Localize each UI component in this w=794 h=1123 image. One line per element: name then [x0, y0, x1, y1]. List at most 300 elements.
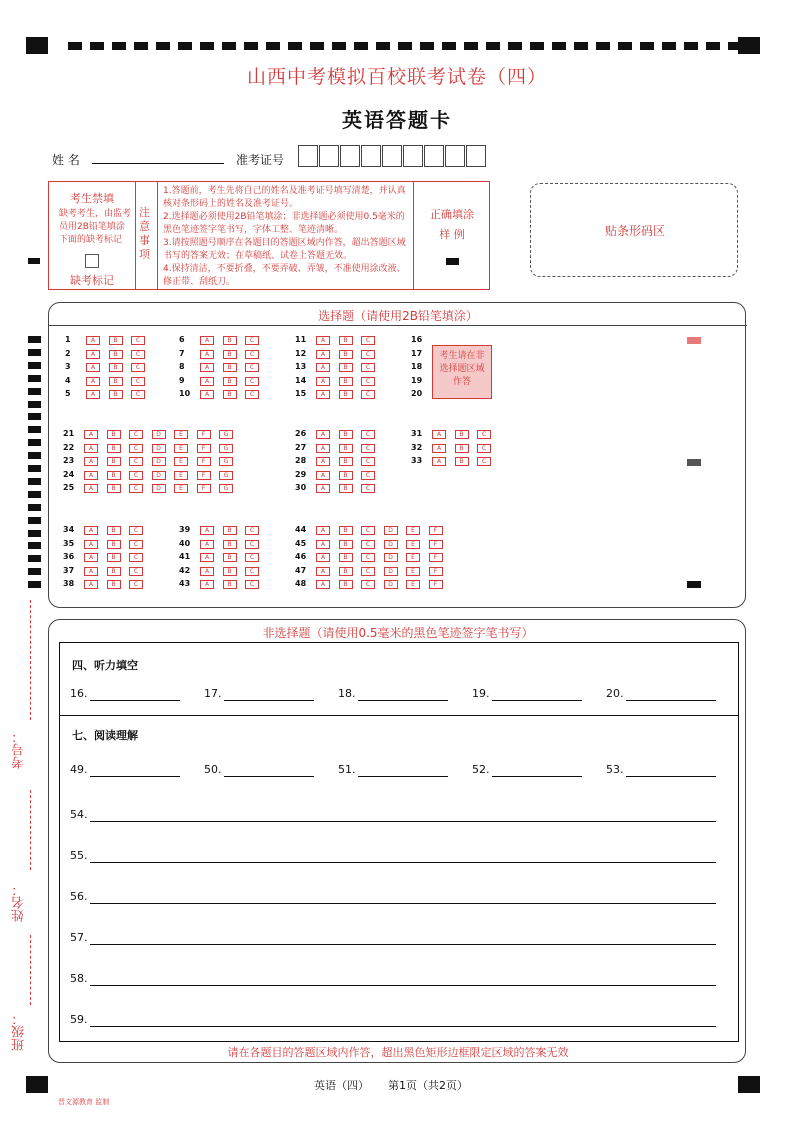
option-bubble[interactable]: B: [107, 580, 121, 589]
option-bubble[interactable]: B: [223, 350, 237, 359]
side-timing-mark: [28, 568, 41, 575]
option-bubble[interactable]: B: [107, 526, 121, 535]
option-bubble[interactable]: C: [361, 363, 375, 372]
option-bubble[interactable]: F: [429, 553, 443, 562]
option-bubble[interactable]: D: [152, 484, 166, 493]
option-bubble[interactable]: C: [361, 567, 375, 576]
option-bubble[interactable]: B: [223, 390, 237, 399]
option-bubble[interactable]: B: [109, 363, 123, 372]
question-number: 27: [295, 442, 307, 452]
option-bubble[interactable]: D: [384, 567, 398, 576]
option-bubble[interactable]: A: [200, 363, 214, 372]
blank-number: 50.: [204, 763, 222, 776]
question-number: 12: [295, 348, 307, 358]
option-bubble[interactable]: C: [131, 390, 145, 399]
option-bubble[interactable]: B: [107, 444, 121, 453]
question-number: 31: [411, 429, 423, 438]
option-bubble[interactable]: B: [339, 471, 353, 480]
line-number: 59.: [70, 1013, 88, 1026]
option-bubble[interactable]: F: [429, 540, 443, 549]
question-number: 7: [179, 348, 185, 358]
option-bubble[interactable]: A: [200, 580, 214, 589]
option-bubble[interactable]: F: [197, 444, 211, 453]
answer-line[interactable]: [90, 943, 716, 945]
option-bubble[interactable]: D: [152, 471, 166, 480]
option-bubble[interactable]: A: [200, 336, 214, 345]
option-bubble[interactable]: D: [384, 526, 398, 535]
line-number: 57.: [70, 931, 88, 944]
option-bubble[interactable]: B: [223, 336, 237, 345]
answer-line[interactable]: [90, 775, 180, 777]
option-bubble[interactable]: C: [131, 377, 145, 386]
option-bubble[interactable]: B: [109, 350, 123, 359]
option-bubble[interactable]: E: [406, 540, 420, 549]
option-bubble[interactable]: B: [109, 377, 123, 386]
question-number: 1: [65, 335, 71, 344]
option-bubble[interactable]: C: [361, 540, 375, 549]
line-number: 56.: [70, 890, 88, 903]
question-number: 43: [179, 579, 191, 589]
option-bubble[interactable]: B: [223, 580, 237, 589]
option-bubble[interactable]: B: [339, 457, 353, 466]
option-bubble[interactable]: A: [200, 526, 214, 535]
answer-line[interactable]: [90, 699, 180, 701]
option-bubble[interactable]: A: [200, 553, 214, 562]
question-number: 4: [65, 375, 71, 385]
side-timing-mark: [28, 555, 41, 562]
answer-line[interactable]: [626, 775, 716, 777]
option-bubble[interactable]: B: [455, 444, 469, 453]
card-title: 英语答题卡: [342, 108, 452, 132]
option-bubble[interactable]: E: [174, 457, 188, 466]
option-bubble[interactable]: A: [200, 377, 214, 386]
option-bubble[interactable]: B: [339, 553, 353, 562]
option-bubble[interactable]: E: [174, 444, 188, 453]
option-bubble[interactable]: A: [200, 540, 214, 549]
option-bubble[interactable]: B: [107, 484, 121, 493]
option-bubble[interactable]: C: [129, 553, 143, 562]
option-bubble[interactable]: A: [316, 377, 330, 386]
side-timing-mark: [28, 517, 41, 524]
answer-line[interactable]: [90, 1025, 716, 1027]
option-bubble[interactable]: B: [223, 567, 237, 576]
timing-dash: [530, 42, 544, 50]
timing-dash: [508, 42, 522, 50]
option-bubble[interactable]: A: [200, 390, 214, 399]
side-timing-mark: [28, 388, 41, 395]
absent-text: 缺考考生，由监考员用2B铅笔填涂下面的缺考标记: [59, 209, 132, 245]
question-number: 19: [411, 375, 423, 385]
option-bubble[interactable]: A: [84, 444, 98, 453]
id-label: 准考证号: [236, 153, 285, 167]
question-number: 34: [63, 525, 75, 534]
option-bubble[interactable]: A: [84, 540, 98, 549]
side-timing-mark: [28, 504, 41, 511]
option-bubble[interactable]: B: [107, 457, 121, 466]
option-bubble[interactable]: B: [107, 540, 121, 549]
timing-dash: [376, 42, 390, 50]
timing-bar: [28, 40, 766, 54]
option-bubble[interactable]: A: [316, 336, 330, 345]
option-bubble[interactable]: C: [129, 567, 143, 576]
question-number: 47: [295, 565, 307, 575]
question-number: 21: [63, 429, 75, 438]
line-number: 55.: [70, 849, 88, 862]
option-bubble[interactable]: B: [107, 430, 121, 439]
timing-dash: [178, 42, 192, 50]
option-bubble[interactable]: C: [245, 580, 259, 589]
option-bubble[interactable]: C: [361, 484, 375, 493]
option-bubble[interactable]: C: [129, 457, 143, 466]
timing-dash: [552, 42, 566, 50]
option-bubble[interactable]: C: [129, 484, 143, 493]
question-number: 35: [63, 538, 75, 548]
option-bubble[interactable]: C: [361, 553, 375, 562]
option-bubble[interactable]: B: [455, 430, 469, 439]
option-bubble[interactable]: C: [361, 457, 375, 466]
option-bubble[interactable]: E: [174, 471, 188, 480]
option-bubble[interactable]: F: [197, 471, 211, 480]
sec4-title: 四、听力填空: [72, 659, 138, 672]
id-digit-box[interactable]: [382, 145, 402, 167]
option-bubble[interactable]: A: [316, 430, 330, 439]
option-bubble[interactable]: C: [361, 430, 375, 439]
option-bubble[interactable]: C: [129, 580, 143, 589]
side-mark: [28, 258, 40, 264]
blank-number: 52.: [472, 763, 490, 776]
timing-dash: [222, 42, 236, 50]
blank-number: 53.: [606, 763, 624, 776]
option-bubble[interactable]: C: [131, 336, 145, 345]
option-bubble[interactable]: A: [432, 430, 446, 439]
timing-dash: [706, 42, 720, 50]
option-bubble[interactable]: A: [84, 526, 98, 535]
option-bubble[interactable]: F: [197, 457, 211, 466]
publisher: 晋文源教育 监制: [58, 1098, 110, 1106]
option-bubble[interactable]: C: [361, 336, 375, 345]
side-dash-2: [30, 790, 31, 870]
blank-number: 51.: [338, 763, 356, 776]
question-number: 17: [411, 348, 423, 358]
option-bubble[interactable]: C: [245, 540, 259, 549]
option-bubble[interactable]: E: [406, 567, 420, 576]
option-bubble[interactable]: A: [316, 580, 330, 589]
option-bubble[interactable]: A: [84, 471, 98, 480]
timing-dash: [640, 42, 654, 50]
choice-section: [48, 302, 746, 608]
id-digit-box[interactable]: [361, 145, 381, 167]
option-bubble[interactable]: B: [223, 540, 237, 549]
side-xingming: 姓名：: [12, 883, 27, 922]
exam-title: 山西中考模拟百校联考试卷（四）: [246, 66, 547, 88]
option-bubble[interactable]: C: [245, 553, 259, 562]
option-bubble[interactable]: C: [477, 430, 491, 439]
timing-dash: [486, 42, 500, 50]
blank-number: 18.: [338, 687, 356, 700]
option-bubble[interactable]: B: [455, 457, 469, 466]
option-bubble[interactable]: B: [339, 336, 353, 345]
option-bubble[interactable]: A: [86, 336, 100, 345]
option-bubble[interactable]: A: [86, 363, 100, 372]
question-number: 46: [295, 552, 307, 562]
option-bubble[interactable]: G: [219, 444, 233, 453]
question-number: 28: [295, 456, 307, 466]
notes-title: 注意事项: [139, 206, 150, 261]
sample-title: 正确填涂: [430, 208, 474, 221]
option-bubble[interactable]: C: [245, 377, 259, 386]
answer-line[interactable]: [358, 775, 448, 777]
answer-frame: [59, 642, 739, 1042]
option-bubble[interactable]: B: [109, 390, 123, 399]
choice-heading-rule: [49, 325, 747, 326]
option-bubble[interactable]: C: [129, 471, 143, 480]
side-timing-mark: [28, 478, 41, 485]
option-bubble[interactable]: A: [200, 350, 214, 359]
answer-line[interactable]: [358, 699, 448, 701]
question-number: 22: [63, 442, 75, 452]
timing-dash: [728, 42, 742, 50]
question-number: 3: [65, 362, 71, 372]
answer-line[interactable]: [224, 699, 314, 701]
option-bubble[interactable]: C: [361, 444, 375, 453]
option-bubble[interactable]: A: [316, 553, 330, 562]
option-bubble[interactable]: B: [339, 377, 353, 386]
corner-mark-bl: [26, 1076, 48, 1093]
answer-line[interactable]: [90, 902, 716, 904]
question-number: 14: [295, 375, 307, 385]
timing-dash: [420, 42, 434, 50]
timing-dash: [684, 42, 698, 50]
option-bubble[interactable]: A: [316, 540, 330, 549]
option-bubble[interactable]: A: [316, 526, 330, 535]
option-bubble[interactable]: E: [406, 580, 420, 589]
timing-dash: [618, 42, 632, 50]
option-bubble[interactable]: B: [339, 580, 353, 589]
side-timing-mark: [28, 452, 41, 459]
option-bubble[interactable]: C: [131, 363, 145, 372]
answer-line[interactable]: [224, 775, 314, 777]
timing-dash: [134, 42, 148, 50]
option-bubble[interactable]: B: [223, 553, 237, 562]
timing-dash: [200, 42, 214, 50]
timing-dash: [244, 42, 258, 50]
option-bubble[interactable]: A: [84, 567, 98, 576]
question-number: 32: [411, 442, 423, 452]
option-bubble[interactable]: A: [432, 444, 446, 453]
timing-dash: [574, 42, 588, 50]
option-bubble[interactable]: C: [245, 567, 259, 576]
question-number: 24: [63, 469, 75, 479]
answer-line[interactable]: [492, 699, 582, 701]
barcode-area: [530, 183, 738, 277]
option-bubble[interactable]: E: [174, 484, 188, 493]
question-number: 16: [411, 335, 423, 344]
option-bubble[interactable]: D: [384, 553, 398, 562]
option-bubble[interactable]: B: [339, 567, 353, 576]
option-bubble[interactable]: C: [477, 457, 491, 466]
timing-mark-red: [687, 337, 701, 344]
option-bubble[interactable]: A: [316, 471, 330, 480]
side-timing-mark: [28, 413, 41, 420]
option-bubble[interactable]: B: [339, 540, 353, 549]
answer-line[interactable]: [626, 699, 716, 701]
option-bubble[interactable]: A: [86, 377, 100, 386]
option-bubble[interactable]: C: [245, 350, 259, 359]
option-bubble[interactable]: B: [339, 526, 353, 535]
option-bubble[interactable]: A: [84, 484, 98, 493]
option-bubble[interactable]: C: [129, 444, 143, 453]
option-bubble[interactable]: G: [219, 471, 233, 480]
option-bubble[interactable]: A: [316, 457, 330, 466]
option-bubble[interactable]: G: [219, 430, 233, 439]
option-bubble[interactable]: E: [406, 553, 420, 562]
sample-sub: 样 例: [439, 228, 465, 241]
option-bubble[interactable]: D: [384, 540, 398, 549]
no-answer-note: 考生请在非选择题区域作答: [432, 345, 492, 399]
id-digit-box[interactable]: [445, 145, 465, 167]
option-bubble[interactable]: A: [316, 363, 330, 372]
id-digit-box[interactable]: [319, 145, 339, 167]
option-bubble[interactable]: B: [339, 350, 353, 359]
option-bubble[interactable]: C: [361, 390, 375, 399]
question-number: 44: [295, 525, 307, 534]
option-bubble[interactable]: C: [245, 336, 259, 345]
option-bubble[interactable]: A: [84, 457, 98, 466]
option-bubble[interactable]: D: [384, 580, 398, 589]
option-bubble[interactable]: B: [339, 363, 353, 372]
option-bubble[interactable]: C: [361, 377, 375, 386]
blank-number: 20.: [606, 687, 624, 700]
side-timing-mark: [28, 362, 41, 369]
option-bubble[interactable]: A: [200, 567, 214, 576]
option-bubble[interactable]: F: [429, 526, 443, 535]
id-digit-box[interactable]: [340, 145, 360, 167]
option-bubble[interactable]: B: [339, 390, 353, 399]
option-bubble[interactable]: A: [316, 444, 330, 453]
option-bubble[interactable]: A: [316, 350, 330, 359]
blank-number: 49.: [70, 763, 88, 776]
question-number: 6: [179, 335, 185, 344]
option-bubble[interactable]: A: [86, 350, 100, 359]
option-bubble[interactable]: B: [223, 363, 237, 372]
answer-line[interactable]: [492, 775, 582, 777]
option-bubble[interactable]: F: [197, 484, 211, 493]
question-number: 23: [63, 456, 75, 466]
option-bubble[interactable]: B: [339, 430, 353, 439]
timing-dash: [266, 42, 280, 50]
side-timing-mark: [28, 491, 41, 498]
blank-number: 17.: [204, 687, 222, 700]
id-digit-box[interactable]: [466, 145, 486, 167]
option-bubble[interactable]: C: [361, 350, 375, 359]
option-bubble[interactable]: B: [339, 444, 353, 453]
side-dash-3: [30, 935, 31, 1005]
side-kaohao: 考号：: [12, 730, 27, 769]
nonchoice-heading: 非选择题（请使用0.5毫米的黑色笔迹签字笔书写）: [262, 626, 534, 640]
option-bubble[interactable]: D: [152, 457, 166, 466]
blank-number: 19.: [472, 687, 490, 700]
option-bubble[interactable]: D: [152, 430, 166, 439]
id-digit-box[interactable]: [298, 145, 318, 167]
nonchoice-section: [48, 619, 746, 1063]
answer-line[interactable]: [90, 861, 716, 863]
option-bubble[interactable]: E: [406, 526, 420, 535]
id-digit-box[interactable]: [403, 145, 423, 167]
option-bubble[interactable]: C: [245, 363, 259, 372]
timing-dash: [442, 42, 456, 50]
side-timing-mark: [28, 465, 41, 472]
option-bubble[interactable]: C: [361, 471, 375, 480]
option-bubble[interactable]: F: [197, 430, 211, 439]
option-bubble[interactable]: C: [129, 430, 143, 439]
option-bubble[interactable]: C: [129, 526, 143, 535]
option-bubble[interactable]: C: [477, 444, 491, 453]
side-banji: 班级：: [12, 1012, 27, 1051]
note-item: 3.请按照题号顺序在各题目的答题区域内作答，超出答题区域书写的答案无效；在草稿纸、试卷上答题无效。: [163, 238, 406, 261]
question-number: 11: [295, 335, 307, 344]
option-bubble[interactable]: D: [152, 444, 166, 453]
option-bubble[interactable]: A: [84, 580, 98, 589]
option-bubble[interactable]: B: [339, 484, 353, 493]
option-bubble[interactable]: C: [131, 350, 145, 359]
option-bubble[interactable]: A: [316, 484, 330, 493]
absent-checkbox[interactable]: [85, 254, 99, 268]
option-bubble[interactable]: B: [223, 526, 237, 535]
id-digit-box[interactable]: [424, 145, 444, 167]
question-number: 9: [179, 375, 185, 385]
option-bubble[interactable]: G: [219, 457, 233, 466]
answer-line[interactable]: [90, 820, 716, 822]
blank-number: 16.: [70, 687, 88, 700]
side-timing-mark: [28, 542, 41, 549]
option-bubble[interactable]: A: [432, 457, 446, 466]
note-item: 1.答题前，考生先将自己的姓名及准考证号填写清楚，并认真核对条形码上的姓名及准考证号。: [163, 186, 406, 209]
option-bubble[interactable]: F: [429, 567, 443, 576]
question-number: 2: [65, 348, 71, 358]
question-number: 29: [295, 469, 307, 479]
option-bubble[interactable]: C: [129, 540, 143, 549]
option-bubble[interactable]: B: [109, 336, 123, 345]
page-info-right: 第1页（共2页）: [388, 1079, 468, 1092]
option-bubble[interactable]: F: [429, 580, 443, 589]
option-bubble[interactable]: C: [245, 526, 259, 535]
question-number: 37: [63, 565, 75, 575]
option-bubble[interactable]: C: [361, 580, 375, 589]
side-timing-mark: [28, 349, 41, 356]
line-number: 54.: [70, 808, 88, 821]
side-timing-mark: [28, 581, 41, 588]
option-bubble[interactable]: B: [223, 377, 237, 386]
option-bubble[interactable]: B: [107, 553, 121, 562]
option-bubble[interactable]: G: [219, 484, 233, 493]
option-bubble[interactable]: A: [84, 430, 98, 439]
option-bubble[interactable]: A: [84, 553, 98, 562]
question-number: 33: [411, 456, 423, 466]
option-bubble[interactable]: A: [316, 390, 330, 399]
timing-dash: [332, 42, 346, 50]
option-bubble[interactable]: A: [86, 390, 100, 399]
name-field[interactable]: [92, 149, 224, 164]
option-bubble[interactable]: B: [107, 567, 121, 576]
option-bubble[interactable]: C: [245, 390, 259, 399]
option-bubble[interactable]: B: [107, 471, 121, 480]
option-bubble[interactable]: A: [316, 567, 330, 576]
answer-line[interactable]: [90, 984, 716, 986]
timing-dash: [464, 42, 478, 50]
option-bubble[interactable]: C: [361, 526, 375, 535]
option-bubble[interactable]: E: [174, 430, 188, 439]
question-number: 30: [295, 483, 307, 493]
